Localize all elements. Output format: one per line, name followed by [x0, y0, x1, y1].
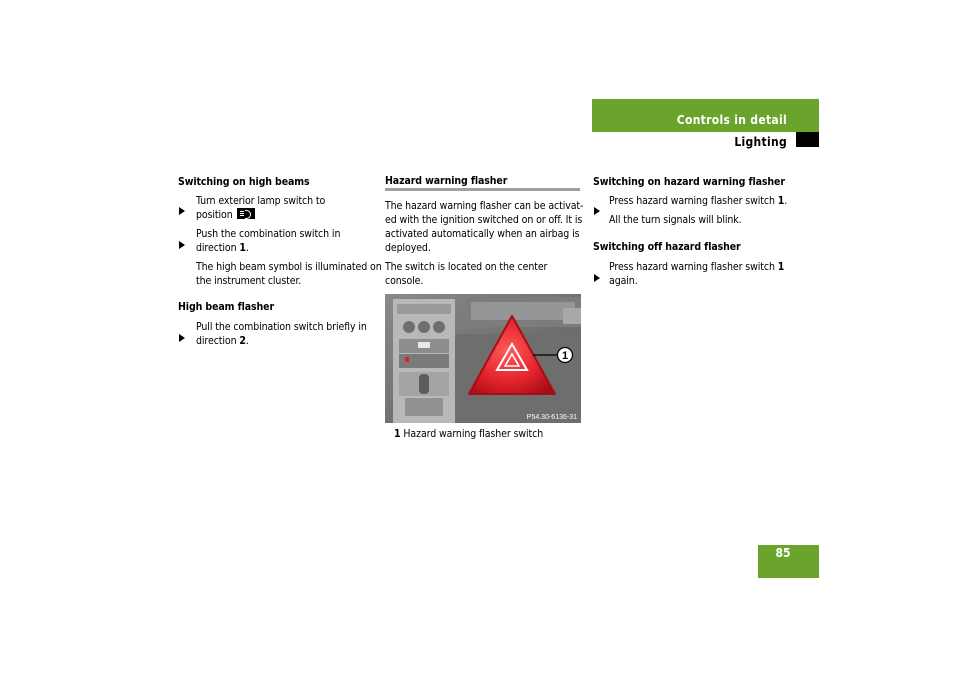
heading-switch-off-hazard: Switching off hazard flasher — [593, 241, 741, 253]
paragraph-line: activated automatically when an airbag is — [385, 228, 580, 240]
paragraph-line: ed with the ignition switched on or off. It is — [385, 214, 583, 226]
heading-hazard: Hazard warning flasher — [385, 175, 508, 187]
heading-switch-on-hazard: Switching on hazard warning flasher — [593, 176, 785, 188]
step-text-cont: direction 1. — [196, 242, 249, 254]
paragraph-line: deployed. — [385, 242, 431, 254]
heading-rule — [385, 188, 580, 191]
section-title: Lighting — [734, 135, 787, 149]
step-arrow — [594, 200, 600, 219]
step-arrow — [179, 327, 185, 346]
figure-callout: 1 — [561, 350, 569, 362]
step-text: Push the combination switch in — [196, 228, 341, 240]
step-text: Press hazard warning flasher switch 1 — [609, 261, 785, 273]
heading-high-beam-flasher: High beam flasher — [178, 301, 275, 313]
page-number: 85 — [775, 546, 791, 560]
paragraph-line: console. — [385, 275, 424, 287]
note-text: The high beam symbol is illuminated on — [196, 261, 382, 273]
note-text: the instrument cluster. — [196, 275, 302, 287]
step-text: Turn exterior lamp switch to — [196, 195, 326, 207]
step-arrow — [594, 267, 600, 286]
section-marker — [796, 132, 819, 147]
step-text: Pull the combination switch briefly in — [196, 321, 367, 333]
step-text-cont: position — [196, 208, 255, 223]
step-arrow — [179, 200, 185, 219]
figure-caption: 1 Hazard warning flasher switch — [394, 428, 544, 440]
hazard-switch-figure — [385, 294, 581, 423]
high-beam-icon — [237, 208, 255, 219]
step-text-cont: again. — [609, 275, 638, 287]
result-text: All the turn signals will blink. — [609, 214, 742, 226]
figure-code: P54.30-6136-31 — [526, 414, 577, 421]
chapter-title: Controls in detail — [676, 113, 787, 127]
step-text-cont: direction 2. — [196, 335, 249, 347]
heading-high-beams: Switching on high beams — [178, 176, 310, 188]
step-arrow — [179, 234, 185, 253]
paragraph-line: The switch is located on the center — [385, 261, 548, 273]
step-text: Press hazard warning flasher switch 1. — [609, 195, 788, 207]
paragraph-line: The hazard warning flasher can be activat- — [385, 200, 584, 212]
